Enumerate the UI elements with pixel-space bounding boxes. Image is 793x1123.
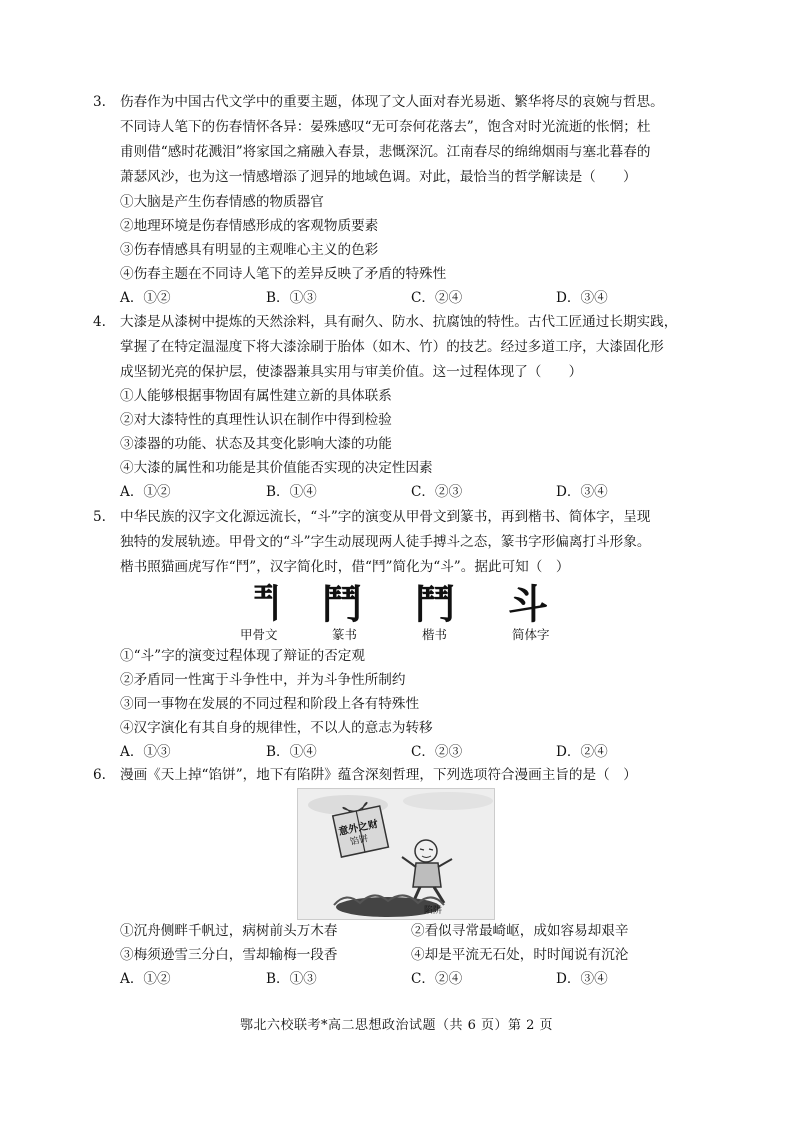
stem-line: 甫则借“感时花溅泪”将家国之痛融入春景，悲慨深沉。江南春尽的绵绵烟雨与塞北暮春的 — [120, 144, 651, 160]
option-d[interactable]: D．③④ — [556, 290, 608, 306]
option-c[interactable]: C．②③ — [411, 484, 463, 500]
statement: ②地理环境是伤春情感形成的客观物质要素 — [120, 218, 379, 234]
option-b[interactable]: B．①④ — [266, 744, 317, 760]
stem-line: 漫画《天上掉“馅饼”，地下有陷阱》蕴含深刻哲理，下列选项符合漫画主旨的是（ ） — [120, 767, 637, 783]
stem-line: 不同诗人笔下的伤春情怀各异：晏殊感叹“无可奈何花落去”，饱含对时光流逝的怅惘；杜 — [120, 119, 651, 135]
regular-script-glyph: 鬥 — [415, 581, 455, 628]
stem-line: 伤春作为中国古代文学中的重要主题，体现了文人面对春光易逝、繁华将尽的哀婉与哲思。 — [120, 94, 664, 110]
glyph-label: 甲骨文 — [240, 627, 278, 642]
statement: ①沉舟侧畔千帆过，病树前头万木春 — [120, 923, 338, 939]
statement: ③梅须逊雪三分白，雪却输梅一段香 — [120, 947, 338, 963]
seal-script-glyph: 鬥 — [322, 581, 362, 628]
cartoon-image — [297, 788, 495, 920]
stem-line: 大漆是从漆树中提炼的天然涂料，具有耐久、防水、抗腐蚀的特性。古代工匠通过长期实践， — [120, 314, 678, 330]
statement: ④大漆的属性和功能是其价值能否实现的决定性因素 — [120, 460, 433, 476]
simplified-glyph: 斗 — [508, 581, 548, 628]
question-number: 4. — [93, 314, 106, 330]
gift-box-sublabel: 馅饼 — [349, 834, 370, 848]
oracle-bone-glyph: 𩰊 — [242, 581, 282, 628]
option-c[interactable]: C．②③ — [411, 744, 463, 760]
option-b[interactable]: B．①③ — [266, 971, 317, 987]
stem-line: 独特的发展轨迹。甲骨文的“斗”字生动展现两人徒手搏斗之态，篆书字形偏离打斗形象。 — [120, 534, 651, 550]
option-a[interactable]: A．①② — [120, 484, 171, 500]
statement: ①人能够根据事物固有属性建立新的具体联系 — [120, 388, 392, 404]
option-b[interactable]: B．①③ — [266, 290, 317, 306]
statement: ④汉字演化有其自身的规律性，不以人的意志为转移 — [120, 720, 433, 736]
question-number: 6. — [93, 767, 106, 783]
statement: ③漆器的功能、状态及其变化影响大漆的功能 — [120, 436, 392, 452]
stem-line: 成坚韧光亮的保护层，使漆器兼具实用与审美价值。这一过程体现了（ ） — [120, 364, 583, 380]
glyph-label: 篆书 — [332, 627, 358, 642]
stem-line: 掌握了在特定温湿度下将大漆涂刷于胎体（如木、竹）的技艺。经过多道工序，大漆固化形 — [120, 339, 664, 355]
statement: ④却是平流无石处，时时闻说有沉沦 — [411, 947, 629, 963]
gift-box-label: 意外之财 — [337, 818, 380, 838]
pit-label: 陷阱 — [424, 906, 443, 916]
page-footer: 鄂北六校联考*高二思想政治试题（共 6 页）第 2 页 — [239, 1018, 554, 1033]
statement: ①“斗”字的演变过程体现了辩证的否定观 — [120, 648, 365, 664]
statement: ③伤春情感具有明显的主观唯心主义的色彩 — [120, 242, 379, 258]
option-a[interactable]: A．①③ — [120, 744, 171, 760]
option-a[interactable]: A．①② — [120, 971, 171, 987]
option-a[interactable]: A．①② — [120, 290, 171, 306]
glyph-label: 简体字 — [512, 627, 550, 642]
statement: ④伤春主题在不同诗人笔下的差异反映了矛盾的特殊性 — [120, 266, 447, 282]
option-d[interactable]: D．③④ — [556, 971, 608, 987]
stem-line: 楷书照猫画虎写作“鬥”，汉字简化时，借“鬥”简化为“斗”。据此可知（ ） — [120, 559, 570, 575]
statement: ①大脑是产生伤春情感的物质器官 — [120, 194, 324, 210]
option-c[interactable]: C．②④ — [411, 290, 463, 306]
question-number: 3. — [93, 94, 106, 110]
stem-line: 萧瑟风沙，也为这一情感增添了迥异的地域色调。对此，最恰当的哲学解读是（ ） — [120, 169, 637, 185]
stem-line: 中华民族的汉字文化源远流长，“斗”字的演变从甲骨文到篆书，再到楷书、简体字，呈现 — [120, 509, 651, 525]
statement: ③同一事物在发展的不同过程和阶段上各有特殊性 — [120, 696, 420, 712]
option-d[interactable]: D．②④ — [556, 744, 608, 760]
statement: ②矛盾同一性寓于斗争性中，并为斗争性所制约 — [120, 672, 406, 688]
question-number: 5. — [93, 509, 106, 525]
statement: ②对大漆特性的真理性认识在制作中得到检验 — [120, 412, 392, 428]
option-b[interactable]: B．①④ — [266, 484, 317, 500]
option-d[interactable]: D．③④ — [556, 484, 608, 500]
statement: ②看似寻常最崎岖，成如容易却艰辛 — [411, 923, 629, 939]
option-c[interactable]: C．②④ — [411, 971, 463, 987]
glyph-label: 楷书 — [422, 627, 448, 642]
